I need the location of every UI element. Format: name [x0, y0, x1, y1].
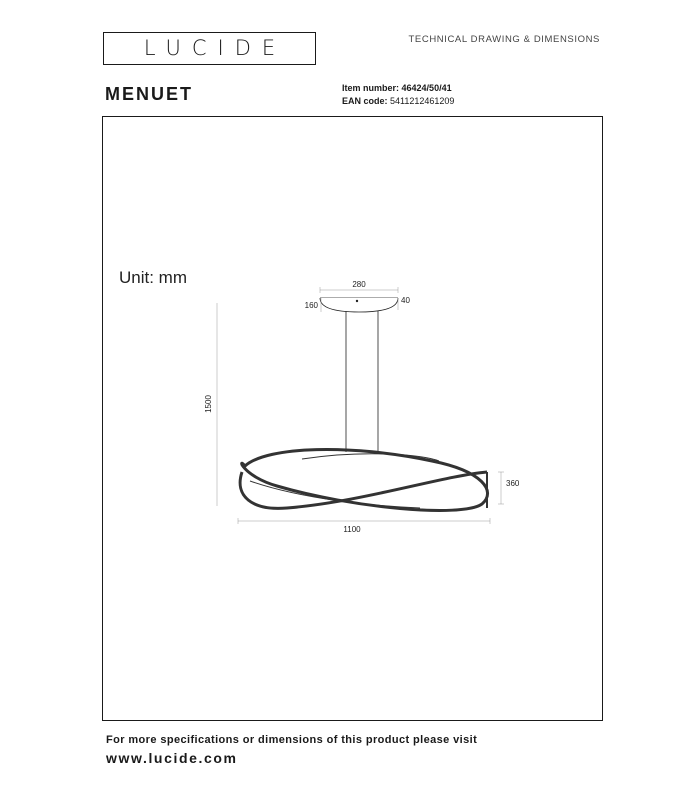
dim-canopy-diameter-label: 280	[352, 280, 366, 289]
dim-canopy-diameter	[320, 280, 398, 293]
brand-logo-text: LUCIDE	[143, 36, 287, 60]
technical-drawing	[102, 116, 603, 721]
dim-canopy-height-label: 40	[401, 296, 410, 305]
brand-logo	[103, 32, 316, 65]
dim-ring-height-label: 360	[506, 479, 520, 488]
dim-total-height	[204, 303, 217, 506]
dim-canopy-offset-label: 160	[304, 301, 318, 310]
document-type: TECHNICAL DRAWING & DIMENSIONS	[408, 34, 600, 45]
footer-note: For more specifications or dimensions of this product please visit	[106, 734, 478, 746]
ean-row	[342, 95, 454, 108]
ean-value: 5411212461209	[390, 96, 455, 106]
suspension-cables	[346, 311, 378, 452]
dim-total-height-label: 1500	[204, 395, 213, 413]
ean-label: EAN code:	[342, 96, 388, 106]
dim-ring-width-label: 1100	[343, 525, 361, 534]
dim-canopy-offset	[305, 298, 321, 312]
unit-label: Unit: mm	[119, 268, 187, 287]
canopy	[320, 298, 398, 312]
item-number-value: 46424/50/41	[401, 83, 452, 93]
dim-ring-height	[498, 472, 520, 504]
product-meta	[342, 82, 454, 108]
dim-ring-width	[238, 518, 490, 534]
website-link[interactable]: www.lucide.com	[106, 750, 238, 766]
product-name: MENUET	[105, 84, 193, 104]
dim-canopy-height	[398, 296, 410, 310]
ring-luminaire	[240, 450, 487, 511]
item-number-label: Item number:	[342, 83, 400, 93]
item-number-row	[342, 82, 454, 95]
